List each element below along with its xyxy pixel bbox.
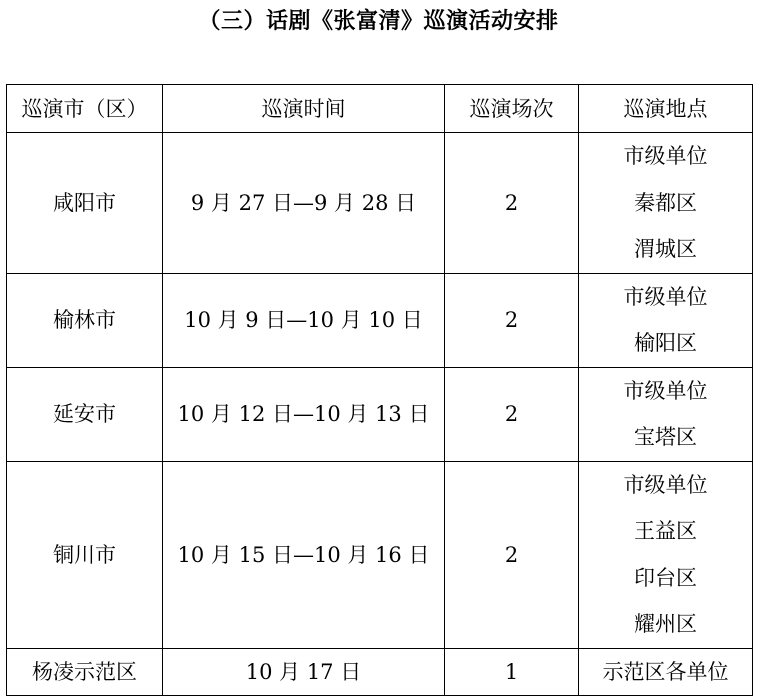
venue-item: 市级单位 [623,144,708,168]
venue-item: 耀州区 [634,612,697,636]
time-cell: 10 月 17 日 [163,648,445,696]
count-cell: 2 [445,367,579,461]
table-row [7,133,753,274]
document-title: （三）话剧《张富清》巡演活动安排 [198,8,559,34]
venue-item: 王益区 [634,519,697,543]
count-cell: 2 [445,273,579,367]
table-row [7,461,753,648]
header-city: 巡演市（区） [7,85,163,133]
venue-cell [579,648,753,696]
city-cell: 延安市 [7,367,163,461]
time-cell: 10 月 15 日—10 月 16 日 [163,461,445,648]
venue-item: 渭城区 [634,237,697,261]
venue-cell [579,461,753,648]
table-row [7,273,753,367]
venue-item: 市级单位 [623,284,708,309]
city-cell: 铜川市 [7,461,163,648]
venue-item: 秦都区 [634,190,697,215]
header-time: 巡演时间 [163,85,445,133]
time-cell: 9 月 27 日—9 月 28 日 [163,133,445,274]
tour-schedule-table [6,84,753,696]
table-row [7,648,753,696]
count-cell: 1 [445,648,579,696]
venue-item: 榆阳区 [634,331,697,355]
count-cell: 2 [445,133,579,274]
city-cell: 咸阳市 [7,133,163,274]
count-cell: 2 [445,461,579,648]
header-venue: 巡演地点 [579,85,753,133]
venue-cell [579,133,753,274]
time-cell: 10 月 9 日—10 月 10 日 [163,273,445,367]
city-cell: 榆林市 [7,273,163,367]
table-header-row [7,85,753,133]
time-cell: 10 月 12 日—10 月 13 日 [163,367,445,461]
venue-cell [579,273,753,367]
venue-item: 市级单位 [623,472,708,497]
header-count: 巡演场次 [445,85,579,133]
table-row [7,367,753,461]
venue-item: 印台区 [634,565,697,590]
city-cell: 杨凌示范区 [7,648,163,696]
venue-item: 市级单位 [623,378,708,403]
venue-cell [579,367,753,461]
venue-item: 示范区各单位 [602,659,729,684]
venue-item: 宝塔区 [634,425,697,449]
